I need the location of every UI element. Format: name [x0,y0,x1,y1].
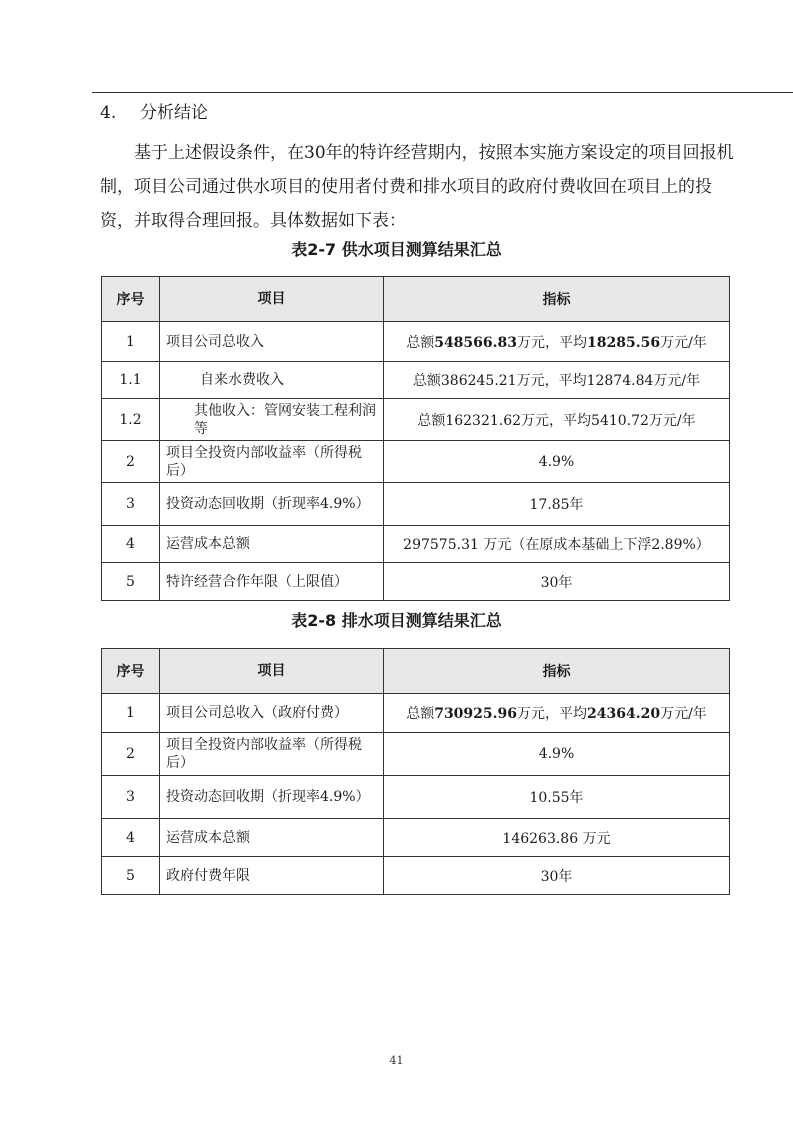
cell-item: 项目公司总收入（政府付费） [160,694,384,733]
cell-no: 1 [102,322,160,362]
cell-indicator [384,694,730,733]
header-indicator: 指标 [384,277,730,322]
cell-indicator: 总额162321.62万元，平均5410.72万元/年 [384,399,730,441]
ind-average: 24364.20 [587,706,661,722]
cell-no: 3 [102,483,160,526]
cell-item: 投资动态回收期（折现率4.9%） [160,483,384,526]
ind-part: 总额 [406,706,435,722]
cell-item: 运营成本总额 [160,819,384,857]
table-row [102,563,730,601]
section-title: 分析结论 [140,103,208,123]
table-row [102,322,730,362]
cell-item: 投资动态回收期（折现率4.9%） [160,776,384,819]
table-row [102,399,730,441]
header-indicator: 指标 [384,649,730,694]
cell-item: 运营成本总额 [160,526,384,563]
cell-indicator [384,322,730,362]
cell-no: 4 [102,819,160,857]
table-row [102,857,730,895]
table2 [101,648,730,895]
cell-indicator: 4.9% [384,733,730,776]
table-header-row [102,649,730,694]
cell-item: 项目公司总收入 [160,322,384,362]
cell-indicator: 30年 [384,857,730,895]
cell-indicator: 17.85年 [384,483,730,526]
body-paragraph: 基于上述假设条件，在30年的特许经营期内，按照本实施方案设定的项目回报机制，项目公司通过供水项目的使用者付费和排水项目的政府付费收回在项目上的投资，并取得合理回报。具体数据如下表： [100,143,734,231]
cell-indicator: 30年 [384,563,730,601]
cell-no: 4 [102,526,160,563]
ind-part: 总额 [406,334,435,351]
cell-no: 5 [102,563,160,601]
cell-item: 项目全投资内部收益率（所得税后） [160,733,384,776]
ind-part: 万元，平均 [517,706,588,722]
header-rule [92,92,793,93]
table-row [102,733,730,776]
cell-item: 其他收入：管网安装工程利润等 [160,399,384,441]
ind-average: 18285.56 [587,334,661,351]
table2-title: 表2-8 排水项目测算结果汇总 [291,611,502,630]
table-row [102,362,730,399]
cell-indicator: 297575.31 万元（在原成本基础上下浮2.89%） [384,526,730,563]
header-item: 项目 [160,649,384,694]
cell-indicator: 4.9% [384,441,730,483]
ind-total: 730925.96 [434,706,518,722]
cell-item: 自来水费收入 [160,362,384,399]
ind-part: 万元/年 [660,334,707,351]
ind-part: 万元，平均 [517,334,588,351]
header-no: 序号 [102,277,160,322]
header-no: 序号 [102,649,160,694]
cell-no: 2 [102,441,160,483]
table-header-row [102,277,730,322]
table-row [102,776,730,819]
cell-no: 1 [102,694,160,733]
ind-part: 万元/年 [660,706,707,722]
table1 [101,276,730,601]
table-row [102,526,730,563]
cell-indicator: 146263.86 万元 [384,819,730,857]
cell-no: 5 [102,857,160,895]
table-row [102,694,730,733]
cell-no: 2 [102,733,160,776]
table1-title: 表2-7 供水项目测算结果汇总 [291,240,502,259]
table-row [102,819,730,857]
cell-indicator: 总额386245.21万元，平均12874.84万元/年 [384,362,730,399]
page-number: 41 [389,1054,404,1067]
cell-indicator: 10.55年 [384,776,730,819]
cell-item: 特许经营合作年限（上限值） [160,563,384,601]
cell-no: 3 [102,776,160,819]
table-row [102,483,730,526]
section-heading [100,100,208,126]
header-item: 项目 [160,277,384,322]
section-number: 4. [100,103,117,123]
table-row [102,441,730,483]
cell-no: 1.2 [102,399,160,441]
cell-item: 项目全投资内部收益率（所得税后） [160,441,384,483]
ind-total: 548566.83 [434,334,518,351]
cell-no: 1.1 [102,362,160,399]
cell-item: 政府付费年限 [160,857,384,895]
